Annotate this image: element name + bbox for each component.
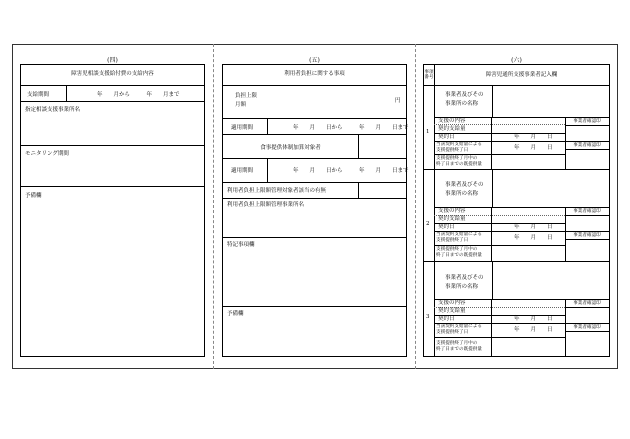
panel6-title: 障害児通所支援事業者記入欄 xyxy=(485,72,558,78)
divider xyxy=(565,331,609,332)
divider xyxy=(66,85,67,101)
end-label-2: 支援提供終了日 xyxy=(436,148,469,153)
used-label-2: 終了日までの既提供量 xyxy=(436,347,482,352)
divider xyxy=(223,198,406,199)
divider xyxy=(565,307,609,308)
used-label-1: 支援提供終了月中の xyxy=(436,341,478,346)
divider xyxy=(21,186,204,187)
end-label-2: 支援提供終了日 xyxy=(436,238,469,243)
divider xyxy=(492,261,493,299)
end-date-value: 年 月 日 xyxy=(514,145,553,151)
panel5-table xyxy=(222,64,407,357)
divider xyxy=(491,299,492,356)
divider xyxy=(223,182,406,183)
block-number: 3 xyxy=(426,314,430,320)
confirm-seal-label: 事業者確認印 xyxy=(573,325,601,330)
provider-label: 事業所の名称 xyxy=(445,101,479,107)
divider xyxy=(565,239,609,240)
support-content-label: 支援の内容 xyxy=(438,118,466,124)
divider xyxy=(223,306,406,307)
meal-label: 食事提供体制加算対象者 xyxy=(260,145,321,151)
confirm-seal-label: 事業者確認印 xyxy=(573,301,601,306)
confirm-seal-label: 事業者確認印 xyxy=(573,233,601,238)
end-label-1: 当該契約支給量による xyxy=(436,232,482,237)
panel4-header: (四) xyxy=(107,57,118,64)
period-value: 年 月から 年 月まで xyxy=(97,92,180,98)
cap-label-2: 月額 xyxy=(235,102,247,108)
panel5-title: 利用者負担に関する事項 xyxy=(284,71,345,77)
manager-office-label: 利用者負担上限額管理事業所名 xyxy=(227,202,305,208)
divider xyxy=(223,237,406,238)
contract-amount-label: 契約支給量 xyxy=(438,216,466,222)
support-content-label: 支援の内容 xyxy=(438,208,466,214)
cap-label-1: 負担上限 xyxy=(235,93,258,99)
divider xyxy=(267,118,268,134)
divider xyxy=(21,85,204,86)
panel4-table xyxy=(20,64,205,357)
contract-date-value: 年 月 日 xyxy=(514,316,553,322)
monitoring-label: モニタリング期間 xyxy=(25,151,69,157)
notes-label: 予備欄 xyxy=(25,193,42,199)
end-label-1: 当該契約支給量による xyxy=(436,142,482,147)
divider xyxy=(565,231,609,232)
used-label-2: 終了日までの既提供量 xyxy=(436,253,482,258)
divider xyxy=(491,117,492,169)
contract-date-value: 年 月 日 xyxy=(514,134,553,140)
period-value-2: 年 月 日から 年 月 日まで xyxy=(293,168,409,174)
period-label: 支給期間 xyxy=(27,92,50,98)
provider-label: 事業者及びその xyxy=(445,92,484,98)
divider xyxy=(565,141,609,142)
end-label-2: 支援提供終了日 xyxy=(436,330,469,335)
end-date-value: 年 月 日 xyxy=(514,327,553,333)
used-label-2: 終了日までの既提供量 xyxy=(436,162,482,167)
divider xyxy=(565,215,609,216)
contract-date-value: 年 月 日 xyxy=(514,224,553,230)
divider xyxy=(424,169,609,170)
provider-label: 事業所の名称 xyxy=(445,191,479,197)
used-label-1: 支援提供終了月中の xyxy=(436,247,478,252)
contract-date-label: 契約日 xyxy=(438,316,455,322)
divider xyxy=(424,261,609,262)
end-label-1: 当該契約支給量による xyxy=(436,324,482,329)
divider xyxy=(434,245,565,246)
confirm-seal-label: 事業者確認印 xyxy=(573,143,601,148)
divider xyxy=(358,182,359,198)
divider xyxy=(434,65,435,356)
panel6-header: (六) xyxy=(511,57,522,64)
divider xyxy=(492,85,493,117)
contract-date-label: 契約日 xyxy=(438,134,455,140)
contract-amount-label: 契約支給量 xyxy=(438,308,466,314)
period-label-1: 適用期間 xyxy=(231,125,254,131)
fold-line-1 xyxy=(213,44,214,369)
divider xyxy=(223,158,406,159)
divider xyxy=(434,154,565,155)
fold-line-2 xyxy=(415,44,416,369)
panel6-table xyxy=(423,64,610,357)
divider xyxy=(491,207,492,261)
divider xyxy=(565,149,609,150)
period-label-2: 適用期間 xyxy=(231,168,254,174)
panel5-header: (五) xyxy=(309,57,320,64)
manager-label: 利用者負担上限額管理対象者該当の有無 xyxy=(227,188,327,194)
divider xyxy=(223,85,406,86)
period-value-1: 年 月 日から 年 月 日まで xyxy=(293,125,409,131)
divider xyxy=(565,323,609,324)
divider xyxy=(434,337,565,338)
dotted-divider xyxy=(434,124,565,125)
divider xyxy=(21,145,204,146)
support-content-label: 支援の内容 xyxy=(438,300,466,306)
contract-amount-label: 契約支給量 xyxy=(438,126,466,132)
panel4-title: 障害児相談支援給付費の支給内容 xyxy=(71,71,154,77)
divider xyxy=(492,169,493,207)
divider xyxy=(424,85,609,86)
used-label-1: 支援提供終了月中の xyxy=(436,156,478,161)
office-label: 指定相談支援事業所名 xyxy=(25,107,81,113)
end-date-value: 年 月 日 xyxy=(514,235,553,241)
confirm-seal-label: 事業者確認印 xyxy=(573,209,601,214)
provider-label: 事業者及びその xyxy=(445,275,484,281)
divider xyxy=(565,125,609,126)
block-number: 2 xyxy=(426,221,430,227)
order-label: 事項番号 xyxy=(424,70,434,81)
divider xyxy=(21,101,204,102)
divider xyxy=(223,134,406,135)
divider xyxy=(358,134,359,158)
block-number: 1 xyxy=(426,129,430,135)
divider xyxy=(267,158,268,182)
provider-label: 事業所の名称 xyxy=(445,284,479,290)
divider xyxy=(223,118,406,119)
yen-unit: 円 xyxy=(395,98,401,104)
provider-label: 事業者及びその xyxy=(445,182,484,188)
confirm-seal-label: 事業者確認印 xyxy=(573,119,601,124)
contract-date-label: 契約日 xyxy=(438,224,455,230)
notes-label: 予備欄 xyxy=(227,311,244,317)
special-label: 特記事項欄 xyxy=(227,242,255,248)
